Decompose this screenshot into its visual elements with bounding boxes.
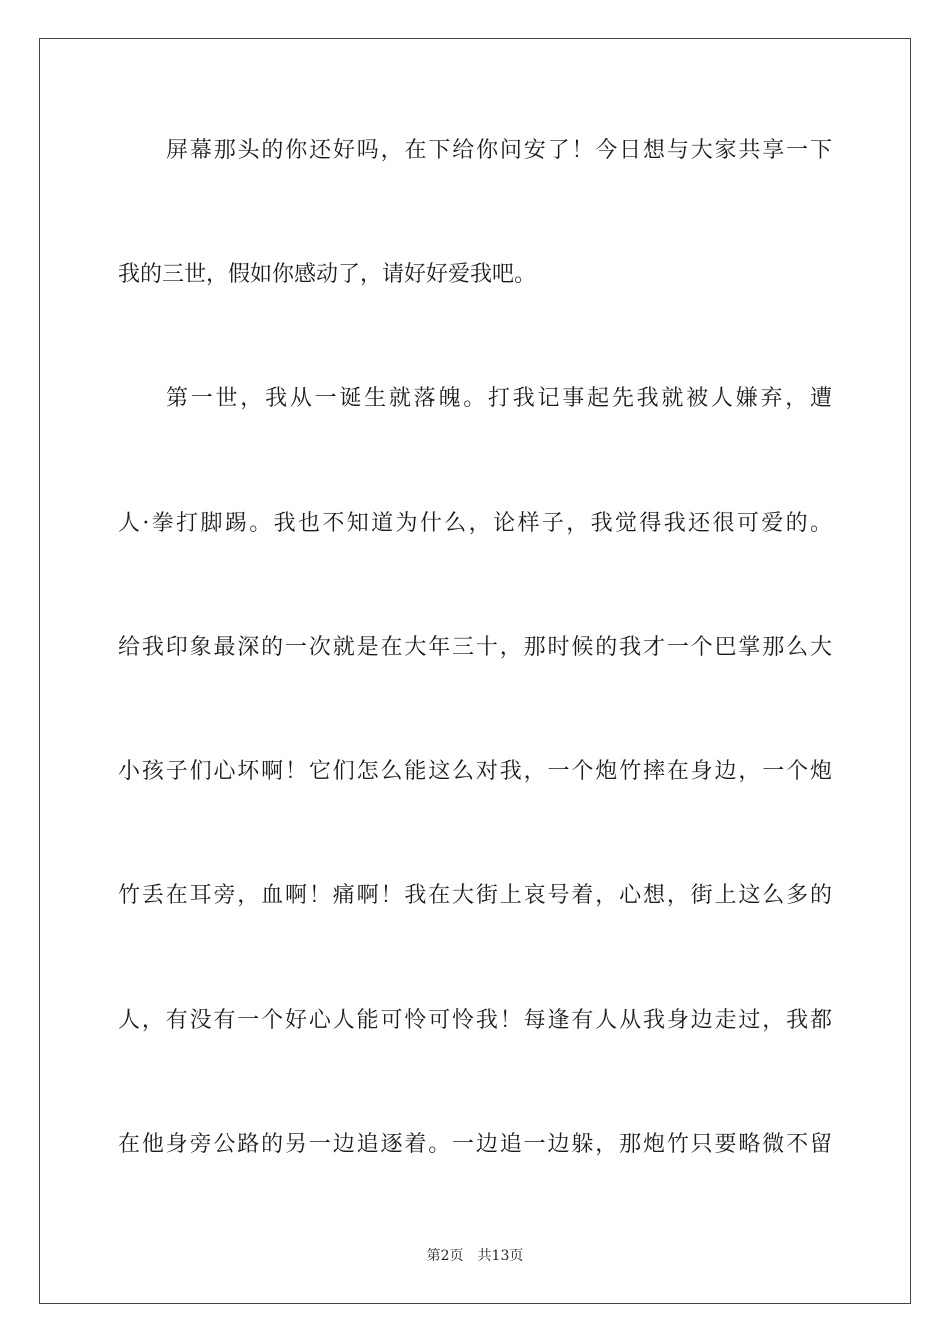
- text-line-6: 小孩子们心坏啊！它们怎么能这么对我，一个炮竹摔在身边，一个炮: [118, 759, 832, 784]
- text-line-4: 人·拳打脚踢。我也不知道为什么，论样子，我觉得我还很可爱的。: [118, 511, 832, 536]
- text-line-5: 给我印象最深的一次就是在大年三十，那时候的我才一个巴掌那么大: [118, 635, 832, 660]
- text-line-3: 第一世，我从一诞生就落魄。打我记事起先我就被人嫌弃，遭: [166, 386, 832, 411]
- page-border: [39, 38, 911, 1304]
- text-line-8: 人，有没有一个好心人能可怜可怜我！每逢有人从我身边走过，我都: [118, 1008, 832, 1033]
- text-line-1: 屏幕那头的你还好吗，在下给你问安了！今日想与大家共享一下: [166, 138, 832, 163]
- text-line-9: 在他身旁公路的另一边追逐着。一边追一边躲，那炮竹只要略微不留: [118, 1132, 832, 1157]
- page-number-footer: 第2页 共13页: [426, 1248, 524, 1264]
- text-line-2: 我的三世，假如你感动了，请好好爱我吧。: [118, 262, 537, 287]
- text-line-7: 竹丢在耳旁，血啊！痛啊！我在大街上哀号着，心想，街上这么多的: [118, 883, 832, 908]
